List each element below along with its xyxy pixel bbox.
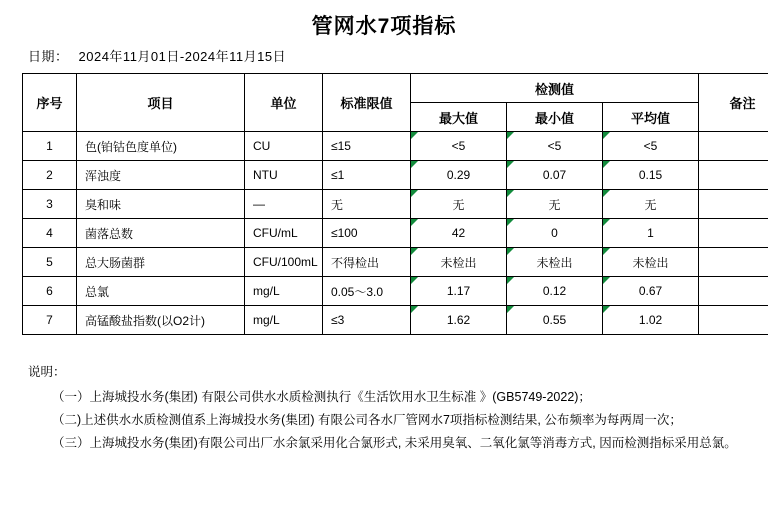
cell-min: 0 xyxy=(507,219,603,248)
cell-remark xyxy=(699,248,768,277)
cell-avg: 未检出 xyxy=(603,248,699,277)
note-item-3: （三）上海城投水务(集团)有限公司出厂水余氯采用化合氯形式, 未采用臭氧、二氧化氯等消毒方式, 因而检测指标采用总氯。 xyxy=(28,432,740,455)
cell-seq: 4 xyxy=(23,219,77,248)
cell-max: 1.17 xyxy=(411,277,507,306)
cell-min: 0.55 xyxy=(507,306,603,335)
cell-seq: 5 xyxy=(23,248,77,277)
cell-item: 臭和味 xyxy=(77,190,245,219)
cell-limit: ≤3 xyxy=(323,306,411,335)
cell-unit: CU xyxy=(245,132,323,161)
cell-item: 总大肠菌群 xyxy=(77,248,245,277)
document-page xyxy=(0,10,768,507)
cell-seq: 6 xyxy=(23,277,77,306)
table-row xyxy=(23,248,768,277)
cell-limit: ≤15 xyxy=(323,132,411,161)
cell-limit: ≤100 xyxy=(323,219,411,248)
header-seq: 序号 xyxy=(23,74,77,132)
cell-min: 未检出 xyxy=(507,248,603,277)
table-row xyxy=(23,132,768,161)
header-avg: 平均值 xyxy=(603,103,699,132)
header-detect-group: 检测值 xyxy=(411,74,699,103)
cell-max: 1.62 xyxy=(411,306,507,335)
cell-avg: 1 xyxy=(603,219,699,248)
cell-seq: 7 xyxy=(23,306,77,335)
header-min: 最小值 xyxy=(507,103,603,132)
cell-unit: — xyxy=(245,190,323,219)
page-title: 管网水7项指标 xyxy=(0,10,768,40)
cell-unit: mg/L xyxy=(245,306,323,335)
cell-remark xyxy=(699,132,768,161)
cell-max: <5 xyxy=(411,132,507,161)
cell-unit: NTU xyxy=(245,161,323,190)
date-line xyxy=(28,46,768,65)
cell-item: 菌落总数 xyxy=(77,219,245,248)
header-remark: 备注 xyxy=(699,74,768,132)
cell-remark xyxy=(699,161,768,190)
cell-limit: ≤1 xyxy=(323,161,411,190)
cell-item: 总氯 xyxy=(77,277,245,306)
cell-remark xyxy=(699,306,768,335)
cell-remark xyxy=(699,219,768,248)
cell-remark xyxy=(699,190,768,219)
table-row xyxy=(23,190,768,219)
note-item-2: （二)上述供水水质检测值系上海城投水务(集团) 有限公司各水厂管网水7项指标检测结果, 公布频率为每两周一次； xyxy=(28,409,740,432)
cell-avg: 0.67 xyxy=(603,277,699,306)
cell-seq: 2 xyxy=(23,161,77,190)
cell-limit: 不得检出 xyxy=(323,248,411,277)
cell-seq: 3 xyxy=(23,190,77,219)
cell-min: 0.07 xyxy=(507,161,603,190)
cell-item: 色(铂钴色度单位) xyxy=(77,132,245,161)
cell-min: <5 xyxy=(507,132,603,161)
cell-avg: <5 xyxy=(603,132,699,161)
cell-min: 无 xyxy=(507,190,603,219)
table-row xyxy=(23,277,768,306)
table-header-row-1 xyxy=(23,74,768,103)
cell-max: 未检出 xyxy=(411,248,507,277)
cell-unit: CFU/100mL xyxy=(245,248,323,277)
cell-limit: 0.05～3.0 xyxy=(323,277,411,306)
cell-max: 42 xyxy=(411,219,507,248)
notes-section xyxy=(28,361,740,456)
header-item: 项目 xyxy=(77,74,245,132)
header-max: 最大值 xyxy=(411,103,507,132)
cell-item: 高锰酸盐指数(以O2计) xyxy=(77,306,245,335)
cell-unit: CFU/mL xyxy=(245,219,323,248)
report-table-wrapper xyxy=(22,73,748,335)
cell-remark xyxy=(699,277,768,306)
notes-heading: 说明： xyxy=(28,361,740,384)
cell-item: 浑浊度 xyxy=(77,161,245,190)
header-limit: 标准限值 xyxy=(323,74,411,132)
cell-avg: 1.02 xyxy=(603,306,699,335)
cell-avg: 无 xyxy=(603,190,699,219)
cell-unit: mg/L xyxy=(245,277,323,306)
table-row xyxy=(23,161,768,190)
cell-max: 0.29 xyxy=(411,161,507,190)
water-quality-table xyxy=(22,73,768,335)
cell-limit: 无 xyxy=(323,190,411,219)
cell-avg: 0.15 xyxy=(603,161,699,190)
note-item-1: （一）上海城投水务(集团) 有限公司供水水质检测执行《生活饮用水卫生标准 》(GB5749-2022)； xyxy=(28,386,740,409)
date-label: 日期： xyxy=(28,46,69,65)
cell-seq: 1 xyxy=(23,132,77,161)
cell-max: 无 xyxy=(411,190,507,219)
table-row xyxy=(23,219,768,248)
date-value: 2024年11月01日-2024年11月15日 xyxy=(79,49,287,64)
table-header xyxy=(23,74,768,132)
table-row xyxy=(23,306,768,335)
header-unit: 单位 xyxy=(245,74,323,132)
table-body xyxy=(23,132,768,335)
cell-min: 0.12 xyxy=(507,277,603,306)
